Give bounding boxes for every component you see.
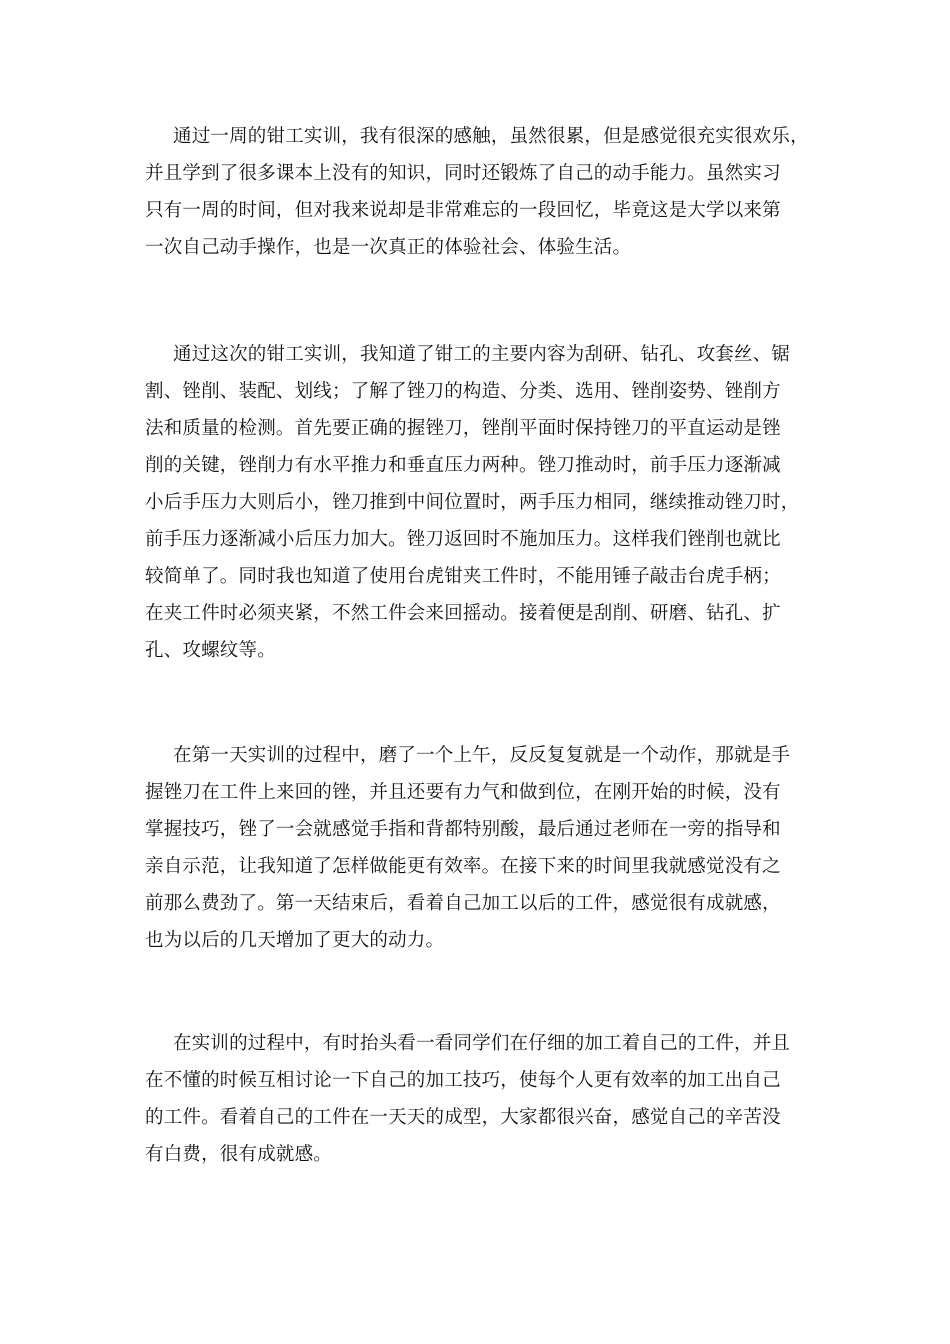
paragraph-line: 小后手压力大则后小，锉刀推到中间位置时，两手压力相同，继续推动锉刀时， (145, 492, 800, 513)
paragraph-line: 的工件。看着自己的工件在一天天的成型，大家都很兴奋，感觉自己的辛苦没 (145, 1107, 781, 1128)
paragraph-line: 并且学到了很多课本上没有的知识，同时还锻炼了自己的动手能力。虽然实习 (145, 163, 781, 184)
paragraph-line: 通过这次的钳工实训，我知道了钳工的主要内容为刮研、钻孔、攻套丝、锯 (173, 344, 791, 365)
paragraph-line: 在夹工件时必须夹紧，不然工件会来回摇动。接着便是刮削、研磨、钻孔、扩 (145, 603, 781, 624)
paragraph-line: 在实训的过程中，有时抬头看一看同学们在仔细的加工着自己的工件，并且 (173, 1033, 791, 1054)
paragraph-line: 较简单了。同时我也知道了使用台虎钳夹工件时，不能用锤子敲击台虎手柄； (145, 566, 781, 587)
paragraph-line: 前手压力逐渐减小后压力加大。锉刀返回时不施加压力。这样我们锉削也就比 (145, 529, 781, 550)
paragraph-line: 亲自示范，让我知道了怎样做能更有效率。在接下来的时间里我就感觉没有之 (145, 856, 781, 877)
paragraph-line: 握锉刀在工件上来回的锉，并且还要有力气和做到位，在刚开始的时候，没有 (145, 782, 781, 803)
paragraph-4 (145, 1025, 825, 1173)
paragraph-line: 通过一周的钳工实训，我有很深的感触，虽然很累，但是感觉很充实很欢乐， (173, 126, 809, 147)
paragraph-line: 在第一天实训的过程中，磨了一个上午，反反复复就是一个动作，那就是手 (173, 745, 791, 766)
paragraph-1 (145, 118, 825, 266)
paragraph-line: 只有一周的时间，但对我来说却是非常难忘的一段回忆，毕竟这是大学以来第 (145, 200, 781, 221)
paragraph-2 (145, 336, 825, 669)
paragraph-line: 也为以后的几天增加了更大的动力。 (145, 930, 445, 951)
paragraph-line: 孔、攻螺纹等。 (145, 640, 276, 661)
paragraph-line: 法和质量的检测。首先要正确的握锉刀，锉削平面时保持锉刀的平直运动是锉 (145, 418, 781, 439)
paragraph-line: 一次自己动手操作，也是一次真正的体验社会、体验生活。 (145, 237, 632, 258)
paragraph-line: 割、锉削、装配、划线；了解了锉刀的构造、分类、选用、锉削姿势、锉削方 (145, 381, 781, 402)
paragraph-3 (145, 737, 825, 959)
paragraph-line: 有白费，很有成就感。 (145, 1144, 333, 1165)
paragraph-line: 削的关键，锉削力有水平推力和垂直压力两种。锉刀推动时，前手压力逐渐减 (145, 455, 781, 476)
paragraph-line: 前那么费劲了。第一天结束后，看着自己加工以后的工件，感觉很有成就感， (145, 893, 781, 914)
paragraph-line: 在不懂的时候互相讨论一下自己的加工技巧，使每个人更有效率的加工出自己 (145, 1070, 781, 1091)
paragraph-line: 掌握技巧，锉了一会就感觉手指和背都特别酸，最后通过老师在一旁的指导和 (145, 819, 781, 840)
